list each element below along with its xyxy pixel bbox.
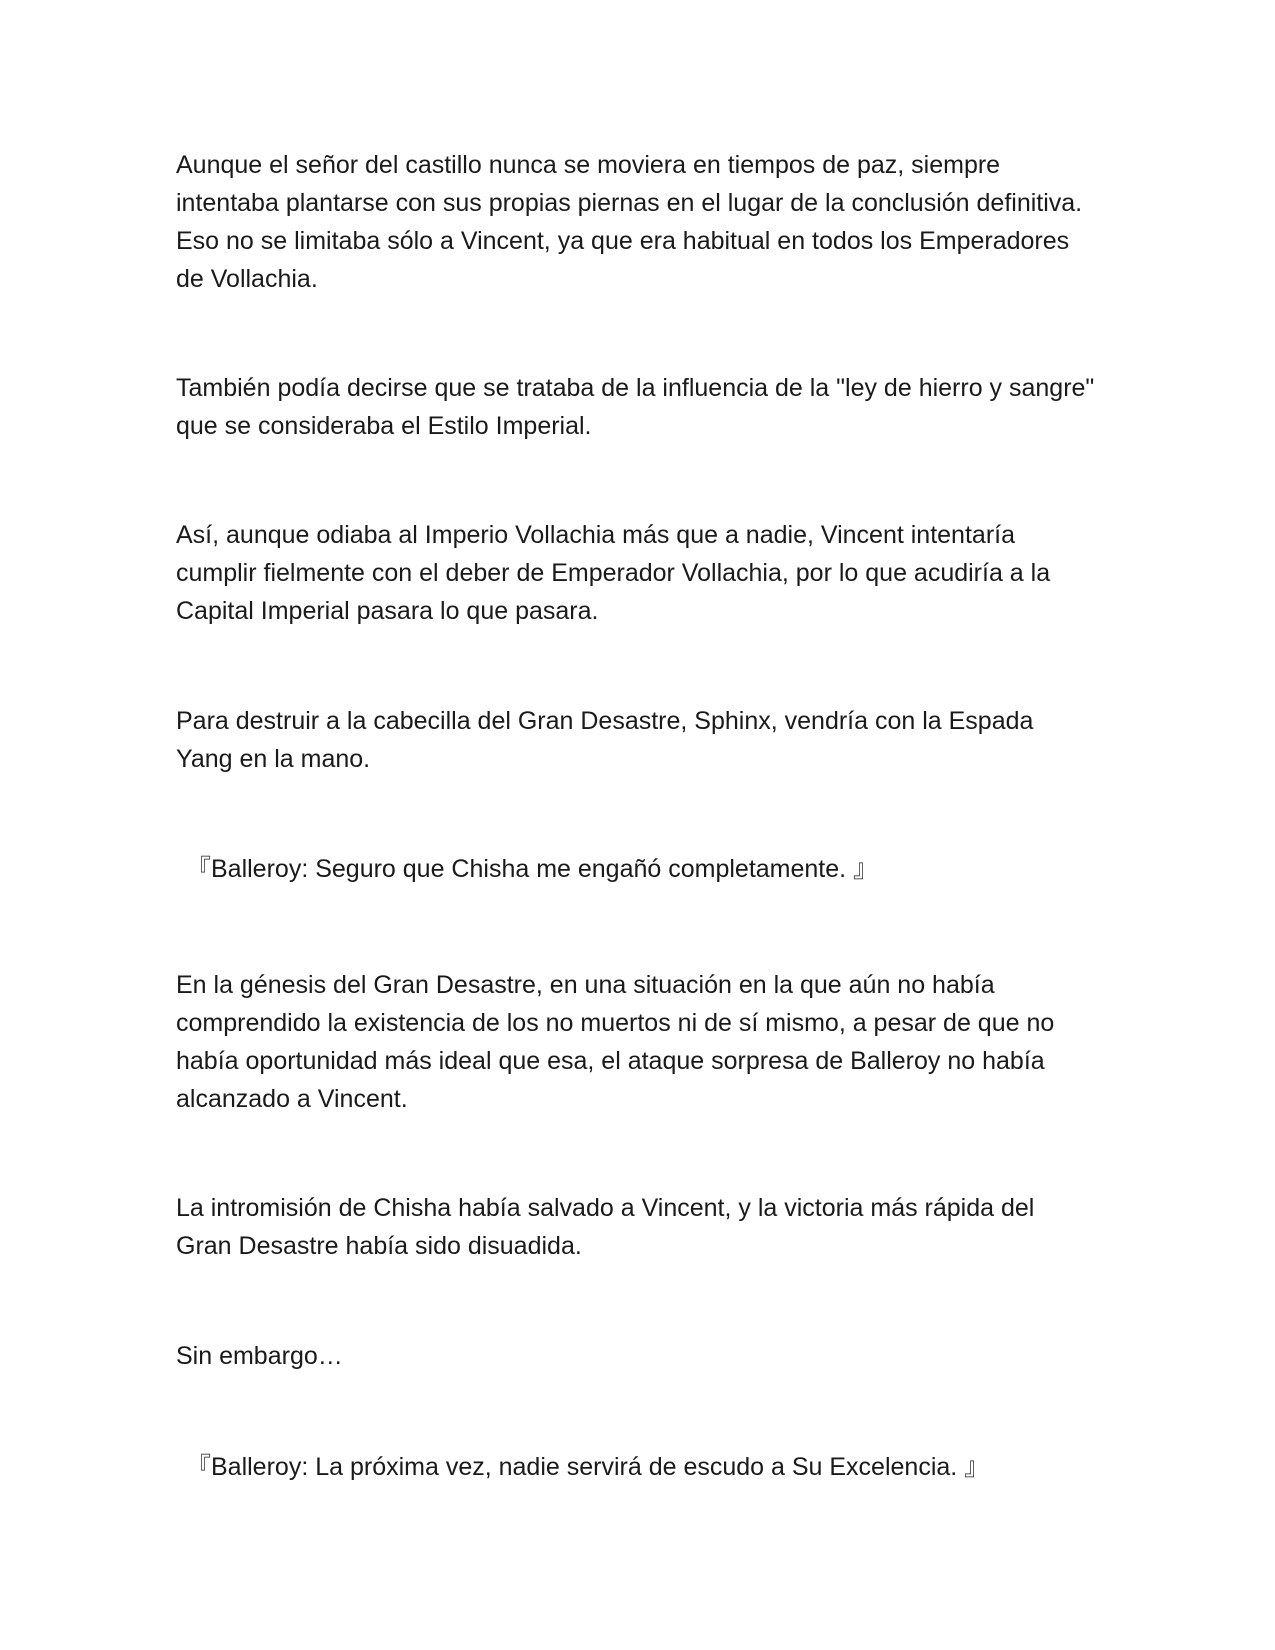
paragraph: Sin embargo… xyxy=(176,1342,343,1370)
dialogue-line: 『Balleroy: La próxima vez, nadie servirá de escudo a Su Excelencia. 』 xyxy=(186,1453,990,1481)
paragraph: Para destruir a la cabecilla del Gran Desastre, Sphinx, vendría con la Espada Yang en la mano. xyxy=(176,707,1034,773)
paragraph: Aunque el señor del castillo nunca se moviera en tiempos de paz, siempre intentaba plantarse con sus propias piernas en el lugar de la conclusión definitiva. Eso no se limitaba sólo a Vincent, ya que era habitual en todos los Emperadores de Vollachia. xyxy=(176,151,1083,293)
paragraph: También podía decirse que se trataba de la influencia de la "ley de hierro y sangre" que se consideraba el Estilo Imperial. xyxy=(176,374,1095,440)
dialogue-line: 『Balleroy: Seguro que Chisha me engañó completamente. 』 xyxy=(186,855,879,883)
paragraph: En la génesis del Gran Desastre, en una situación en la que aún no había comprendido la existencia de los no muertos ni de sí mismo, a pesar de que no había oportunidad más ideal que esa, el ataque sorpresa de Balleroy no había alcanzado a Vincent. xyxy=(176,971,1055,1113)
paragraph: La intromisión de Chisha había salvado a Vincent, y la victoria más rápida del Gran Desastre había sido disuadida. xyxy=(176,1194,1035,1260)
paragraph: Así, aunque odiaba al Imperio Vollachia más que a nadie, Vincent intentaría cumplir fielmente con el deber de Emperador Vollachia, por lo que acudiría a la Capital Imperial pasara lo que pasara. xyxy=(176,521,1051,625)
